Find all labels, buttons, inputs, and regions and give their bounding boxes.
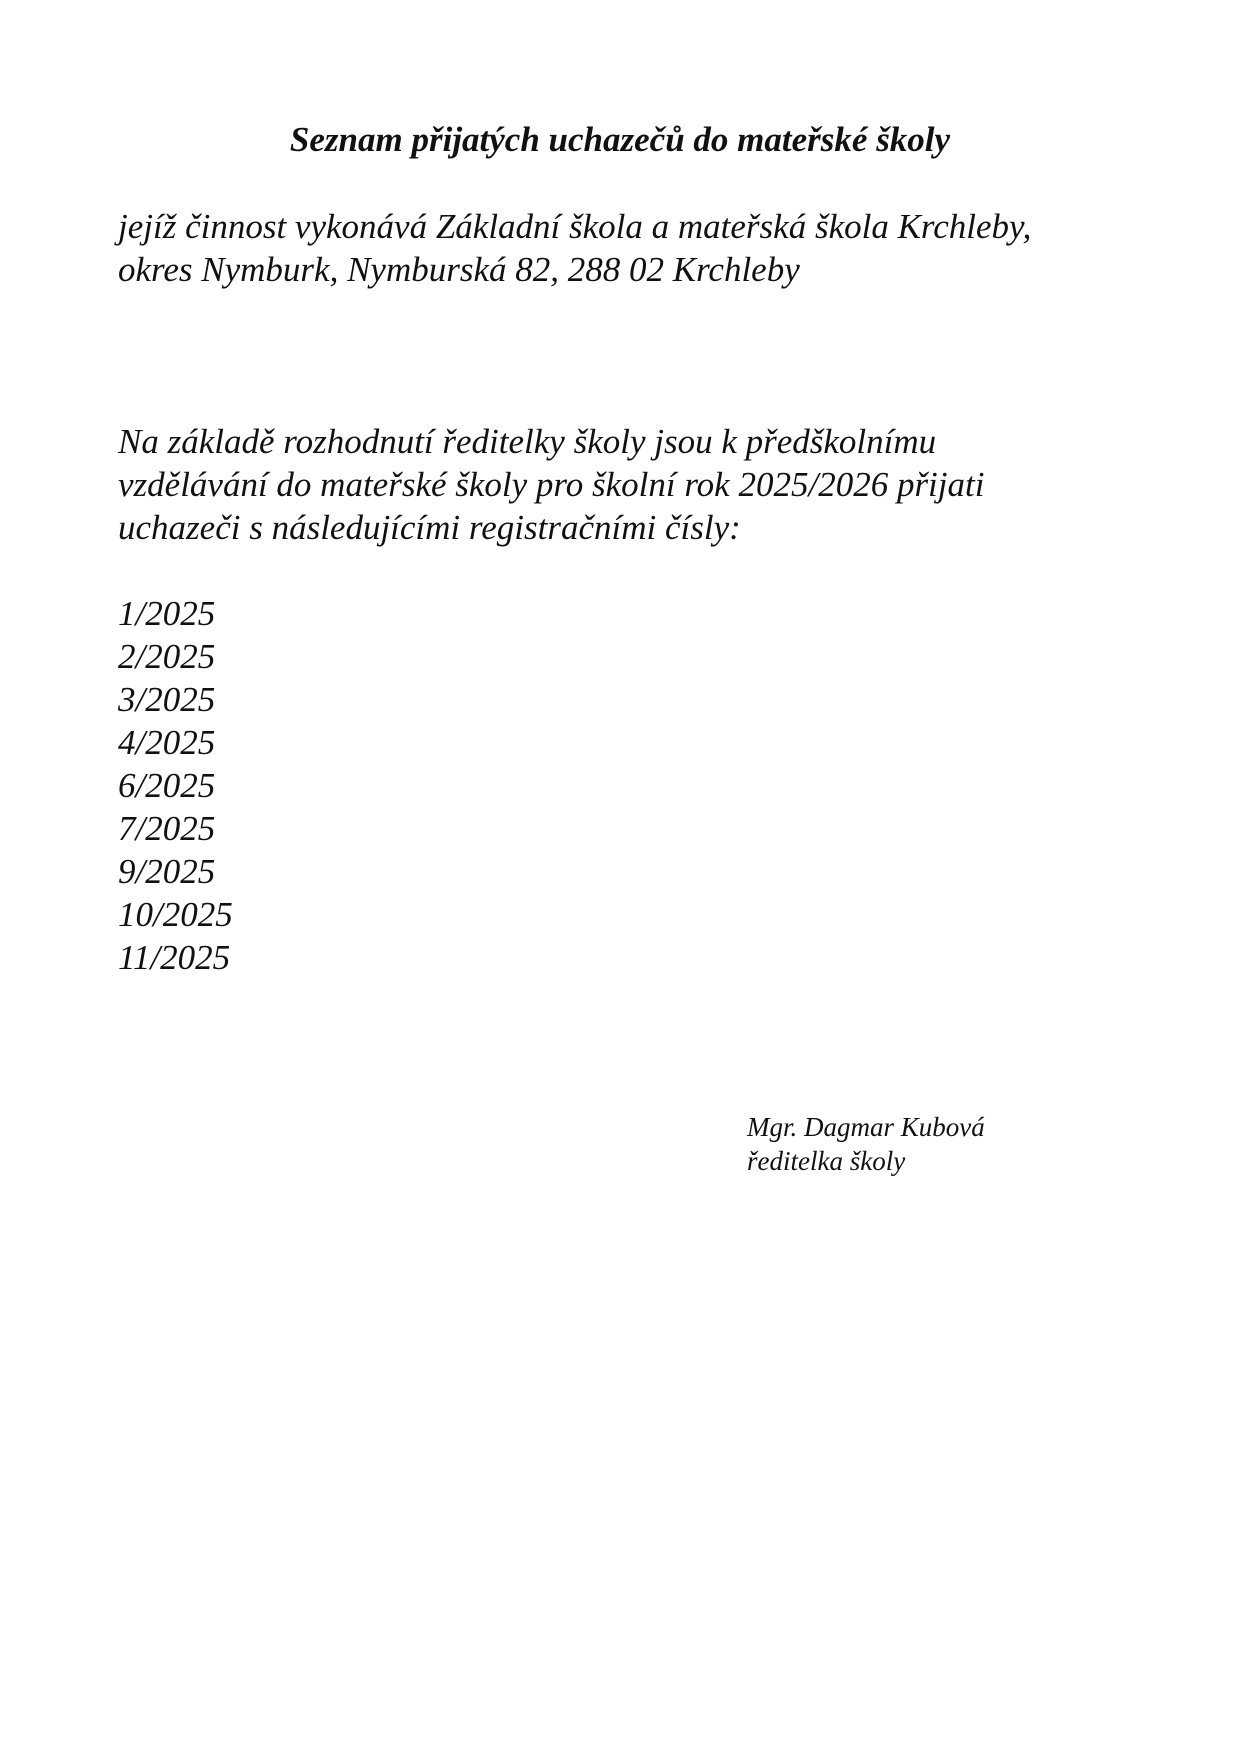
registration-number: 11/2025 [118, 938, 231, 977]
decision-line: Na základě rozhodnutí ředitelky školy jsou k předškolnímu [118, 422, 937, 461]
registration-number: 2/2025 [118, 637, 216, 676]
document-title: Seznam přijatých uchazečů do mateřské školy [289, 120, 951, 159]
subtitle-line: okres Nymburk, Nymburská 82, 288 02 Krchleby [118, 250, 800, 289]
registration-number: 6/2025 [118, 766, 216, 805]
registration-number-list [118, 592, 233, 979]
registration-number: 10/2025 [118, 895, 233, 934]
signature-name: Mgr. Dagmar Kubová [747, 1112, 985, 1142]
registration-number: 7/2025 [118, 809, 216, 848]
decision-line: uchazeči s následujícími registračními čísly: [118, 508, 741, 547]
decision-paragraph [118, 420, 1158, 549]
registration-number: 9/2025 [118, 852, 216, 891]
registration-number: 3/2025 [118, 680, 216, 719]
registration-number: 1/2025 [118, 594, 216, 633]
signature-role: ředitelka školy [747, 1146, 906, 1176]
registration-number: 4/2025 [118, 723, 216, 762]
school-address [118, 205, 1158, 291]
subtitle-line: jejíž činnost vykonává Základní škola a mateřská škola Krchleby, [118, 207, 1032, 246]
decision-line: vzdělávání do mateřské školy pro školní rok 2025/2026 přijati [118, 465, 985, 504]
signature-block [747, 1110, 985, 1178]
